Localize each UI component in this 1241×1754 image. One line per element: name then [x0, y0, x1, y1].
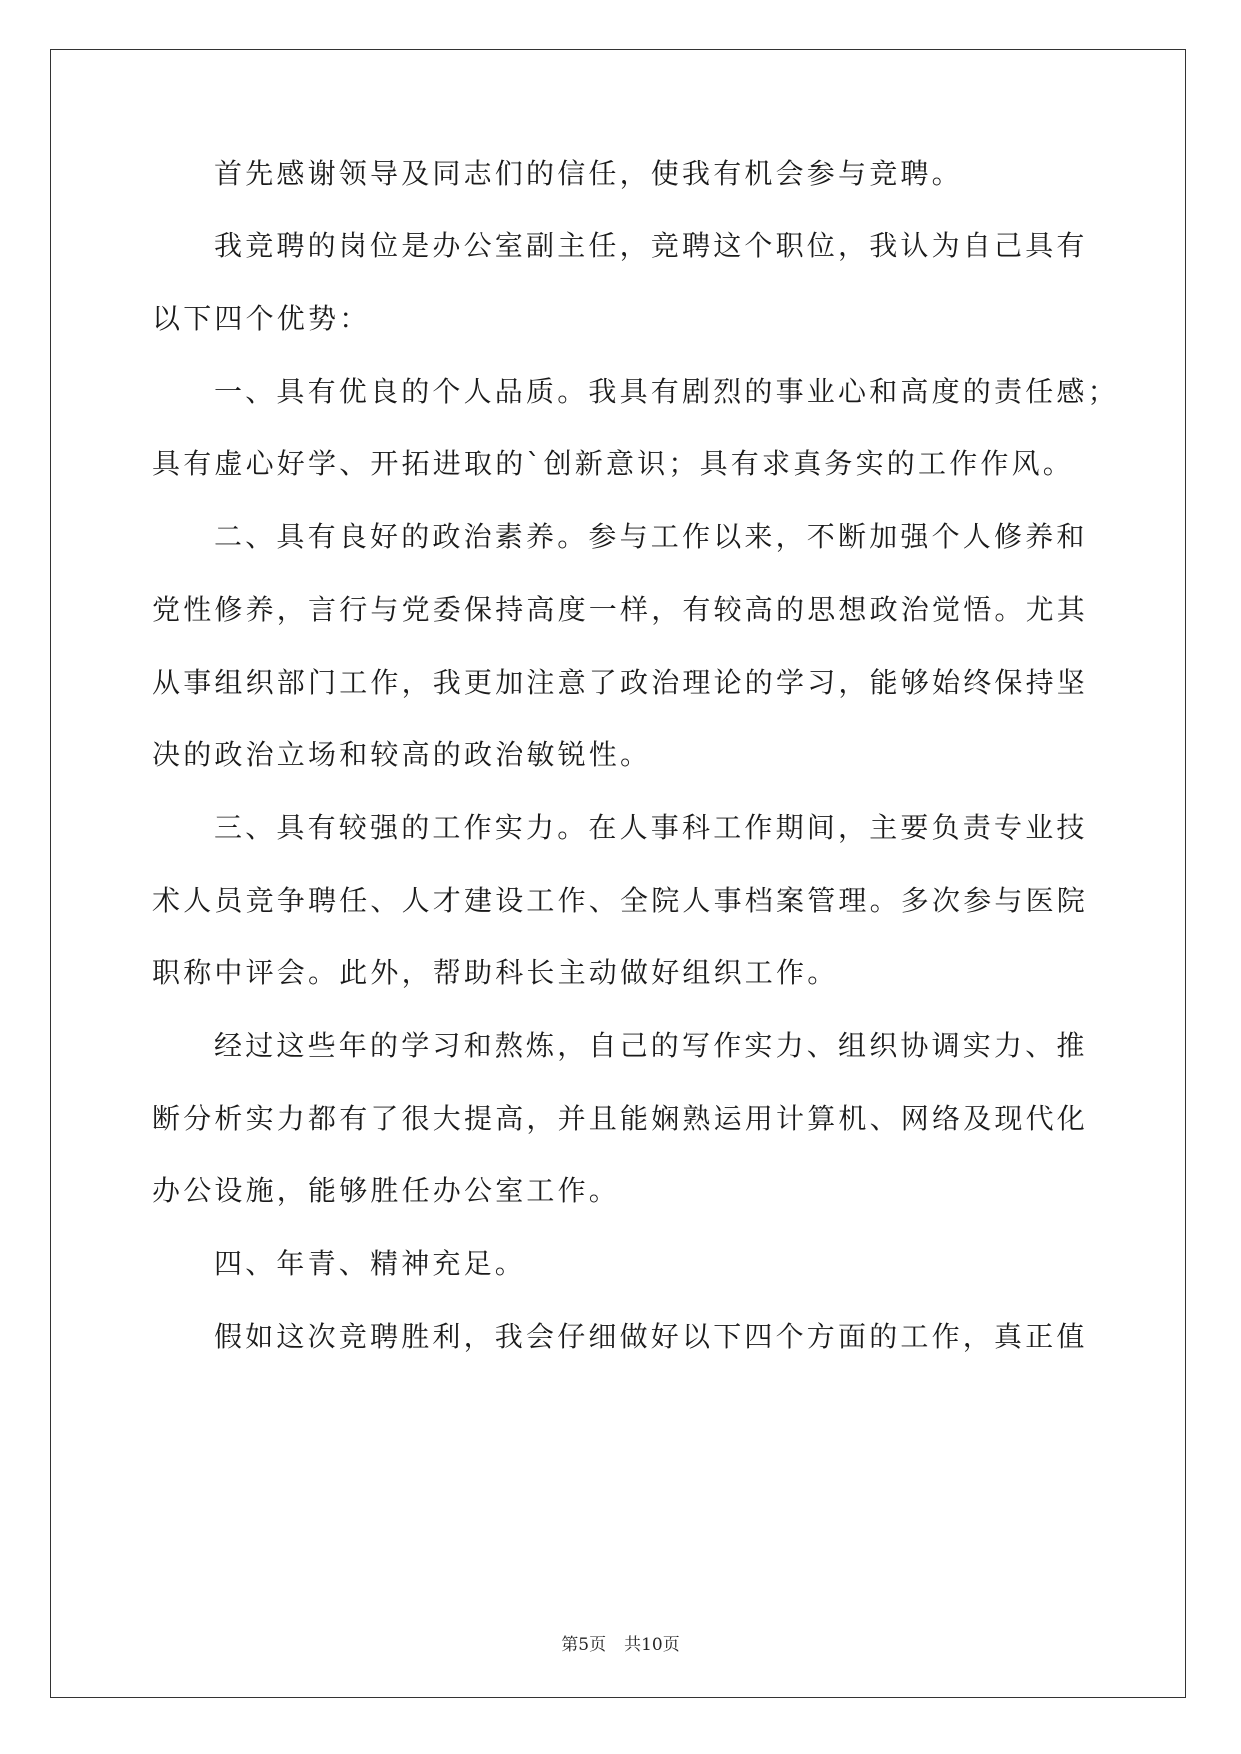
text-line: 以下四个优势： — [152, 302, 371, 335]
text-line: 一、具有优良的个人品质。我具有剧烈的事业心和高度的责任感； — [214, 375, 1119, 408]
text-line: 断分析实力都有了很大提高，并且能娴熟运用计算机、网络及现代化 — [152, 1102, 1089, 1135]
text-line: 办公设施，能够胜任办公室工作。 — [152, 1174, 621, 1207]
text-line: 党性修养，言行与党委保持高度一样，有较高的思想政治觉悟。尤其 — [152, 593, 1089, 626]
text-line: 我竞聘的岗位是办公室副主任，竞聘这个职位，我认为自己具有 — [214, 229, 1088, 262]
text-line: 决的政治立场和较高的政治敏锐性。 — [152, 738, 652, 771]
text-line: 术人员竞争聘任、人才建设工作、全院人事档案管理。多次参与医院 — [152, 884, 1089, 917]
text-line: 职称中评会。此外，帮助科长主动做好组织工作。 — [152, 956, 839, 989]
text-line: 三、具有较强的工作实力。在人事科工作期间，主要负责专业技 — [214, 811, 1088, 844]
page-total: 共10页 — [624, 1635, 680, 1655]
page-number: 第5页 — [561, 1635, 607, 1655]
text-line: 二、具有良好的政治素养。参与工作以来，不断加强个人修养和 — [214, 520, 1088, 553]
page-border — [50, 49, 1186, 1698]
text-line: 四、年青、精神充足。 — [214, 1247, 527, 1280]
text-line: 具有虚心好学、开拓进取的`创新意识；具有求真务实的工作作风。 — [152, 447, 1075, 480]
page-footer — [0, 1634, 1241, 1656]
text-line: 首先感谢领导及同志们的信任，使我有机会参与竞聘。 — [214, 157, 963, 190]
text-line: 经过这些年的学习和熬炼，自己的写作实力、组织协调实力、推 — [214, 1029, 1088, 1062]
text-line: 假如这次竞聘胜利，我会仔细做好以下四个方面的工作，真正值 — [214, 1320, 1088, 1353]
text-line: 从事组织部门工作，我更加注意了政治理论的学习，能够始终保持坚 — [152, 666, 1089, 699]
